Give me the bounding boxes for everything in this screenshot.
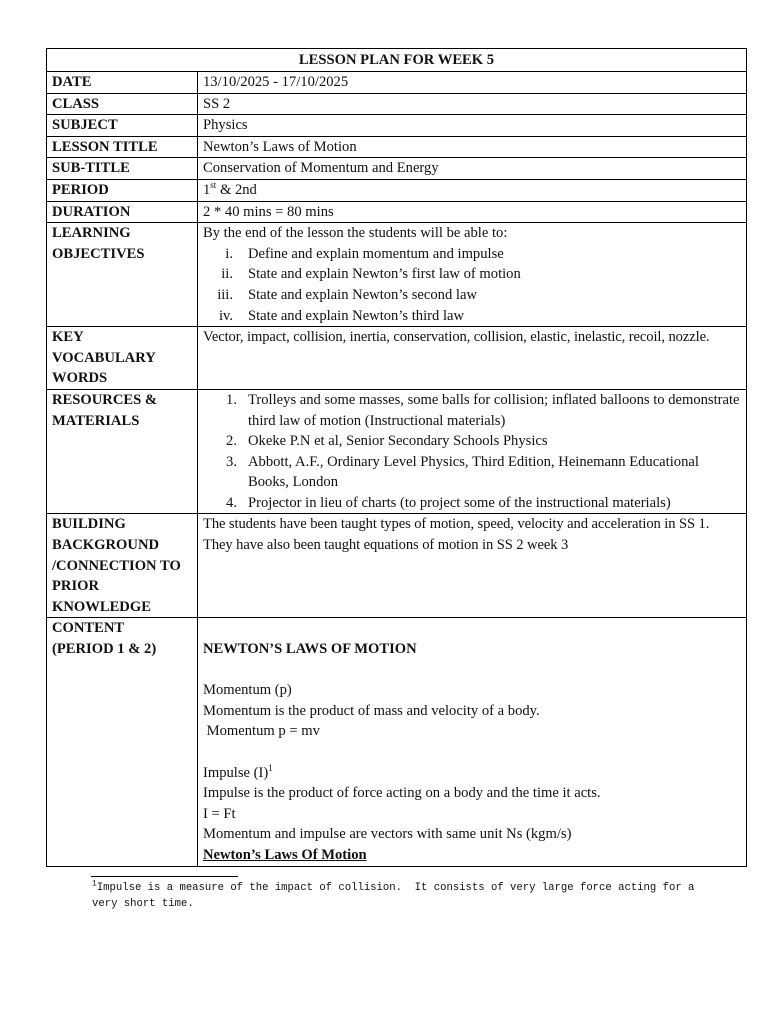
momentum-definition: Momentum is the product of mass and velocity of a body. [203,702,540,719]
impulse-definition: Impulse is the product of force acting on a body and the time it acts. [203,785,601,802]
resource-number: 1. [226,391,237,408]
content-label-line: CONTENT [52,620,125,637]
row-objectives [47,223,747,327]
period-rest: & 2nd [216,181,257,198]
resources-value [198,389,747,514]
objective-text: State and explain Newton’s first law of motion [248,266,521,283]
subject-label: SUBJECT [47,115,198,137]
resources-list [203,390,741,514]
period-label: PERIOD [47,179,198,201]
date-value: 13/10/2025 - 17/10/2025 [198,72,747,94]
lesson-plan-table [46,48,747,867]
objectives-value [198,223,747,327]
objective-text: State and explain Newton’s second law [248,286,477,303]
row-subject [47,115,747,137]
row-period [47,179,747,201]
impulse-title-line [203,763,741,784]
impulse-formula: I = Ft [203,805,236,822]
vocabulary-label-line: WORDS [52,370,108,387]
content-value [198,618,747,866]
objectives-intro: By the end of the lesson the students will be able to: [203,225,508,242]
spacer [203,618,741,639]
resource-text: Projector in lieu of charts (to project some of the instructional materials) [248,494,671,511]
row-content [47,618,747,866]
objective-item [203,306,741,327]
objectives-label-line: OBJECTIVES [52,245,145,262]
lesson-plan-title: LESSON PLAN FOR WEEK 5 [47,49,747,72]
period-first-suffix: st [210,180,217,191]
lesson-plan-page [46,48,746,867]
vocabulary-value: Vector, impact, collision, inertia, conservation, collision, elastic, inelastic, recoil, nozzle. [198,327,747,390]
period-value [198,179,747,201]
period-first: 1 [203,181,211,198]
resources-label-line: MATERIALS [52,412,140,429]
impulse-title: Impulse (I) [203,764,269,781]
objectives-label-line: LEARNING [52,225,131,242]
background-label-line: PRIOR [52,578,100,595]
row-date [47,72,747,94]
background-label-line: KNOWLEDGE [52,598,151,615]
footnote-separator [91,876,238,877]
resource-item [203,452,741,493]
footnote-number: 1 [92,879,97,889]
title-row [47,49,747,72]
lesson-title-value: Newton’s Laws of Motion [198,136,747,158]
resource-item [203,431,741,452]
objective-item [203,285,741,306]
resource-text: Trolleys and some masses, some balls for collision; inflated balloons to demonstrate third law of motion (Instructional materials) [248,391,740,429]
resource-number: 4. [226,494,237,511]
objective-number: iv. [218,307,233,324]
vectors-note: Momentum and impulse are vectors with same unit Ns (kgm/s) [203,826,572,843]
row-duration [47,201,747,223]
objective-text: State and explain Newton’s third law [248,307,465,324]
spacer [203,660,741,681]
date-label: DATE [47,72,198,94]
row-lesson-title [47,136,747,158]
class-label: CLASS [47,93,198,115]
objective-item [203,264,741,285]
content-label [47,618,198,866]
row-sub-title [47,158,747,180]
row-background [47,514,747,618]
background-label-line: /CONNECTION TO [52,557,181,574]
sub-title-label: SUB-TITLE [47,158,198,180]
objective-text: Define and explain momentum and impulse [248,245,504,262]
duration-label: DURATION [47,201,198,223]
vocabulary-label-line: KEY [52,329,84,346]
laws-heading: Newton’s Laws Of Motion [203,846,367,863]
background-label-line: BACKGROUND [52,537,160,554]
resource-number: 3. [226,453,237,470]
objective-item [203,244,741,265]
background-value [198,514,747,618]
objective-number: i. [225,245,233,262]
background-line: The students have been taught types of motion, speed, velocity and acceleration in SS 1. [203,516,710,533]
resource-text: Okeke P.N et al, Senior Secondary Schools Physics [248,433,548,450]
spacer [203,742,741,763]
vocabulary-label [47,327,198,390]
row-vocabulary [47,327,747,390]
lesson-title-label: LESSON TITLE [47,136,198,158]
background-line: They have also been taught equations of motion in SS 2 week 3 [203,537,569,554]
sub-title-value: Conservation of Momentum and Energy [198,158,747,180]
momentum-title: Momentum (p) [203,682,292,699]
resources-label [47,389,198,514]
vocabulary-label-line: VOCABULARY [52,349,156,366]
objective-number: iii. [217,286,233,303]
subject-value: Physics [198,115,747,137]
resources-label-line: RESOURCES & [52,391,158,408]
resource-text: Abbott, A.F., Ordinary Level Physics, Third Edition, Heinemann Educational Books, London [248,453,699,491]
footnote-text: Impulse is a measure of the impact of collision. It consists of very large force acting for a very short time. [92,882,701,910]
resource-item [203,390,741,431]
content-label-line: (PERIOD 1 & 2) [52,641,157,658]
objective-number: ii. [221,266,233,283]
footnote-reference[interactable]: 1 [268,762,273,773]
background-label [47,514,198,618]
class-value: SS 2 [198,93,747,115]
resource-item [203,493,741,514]
row-class [47,93,747,115]
row-resources [47,389,747,514]
duration-value: 2 * 40 mins = 80 mins [198,201,747,223]
resource-number: 2. [226,433,237,450]
momentum-formula: Momentum p = mv [203,723,320,740]
objectives-list [203,244,741,326]
background-label-line: BUILDING [52,516,126,533]
footnote [92,880,712,912]
content-heading: NEWTON’S LAWS OF MOTION [203,641,417,658]
objectives-label [47,223,198,327]
